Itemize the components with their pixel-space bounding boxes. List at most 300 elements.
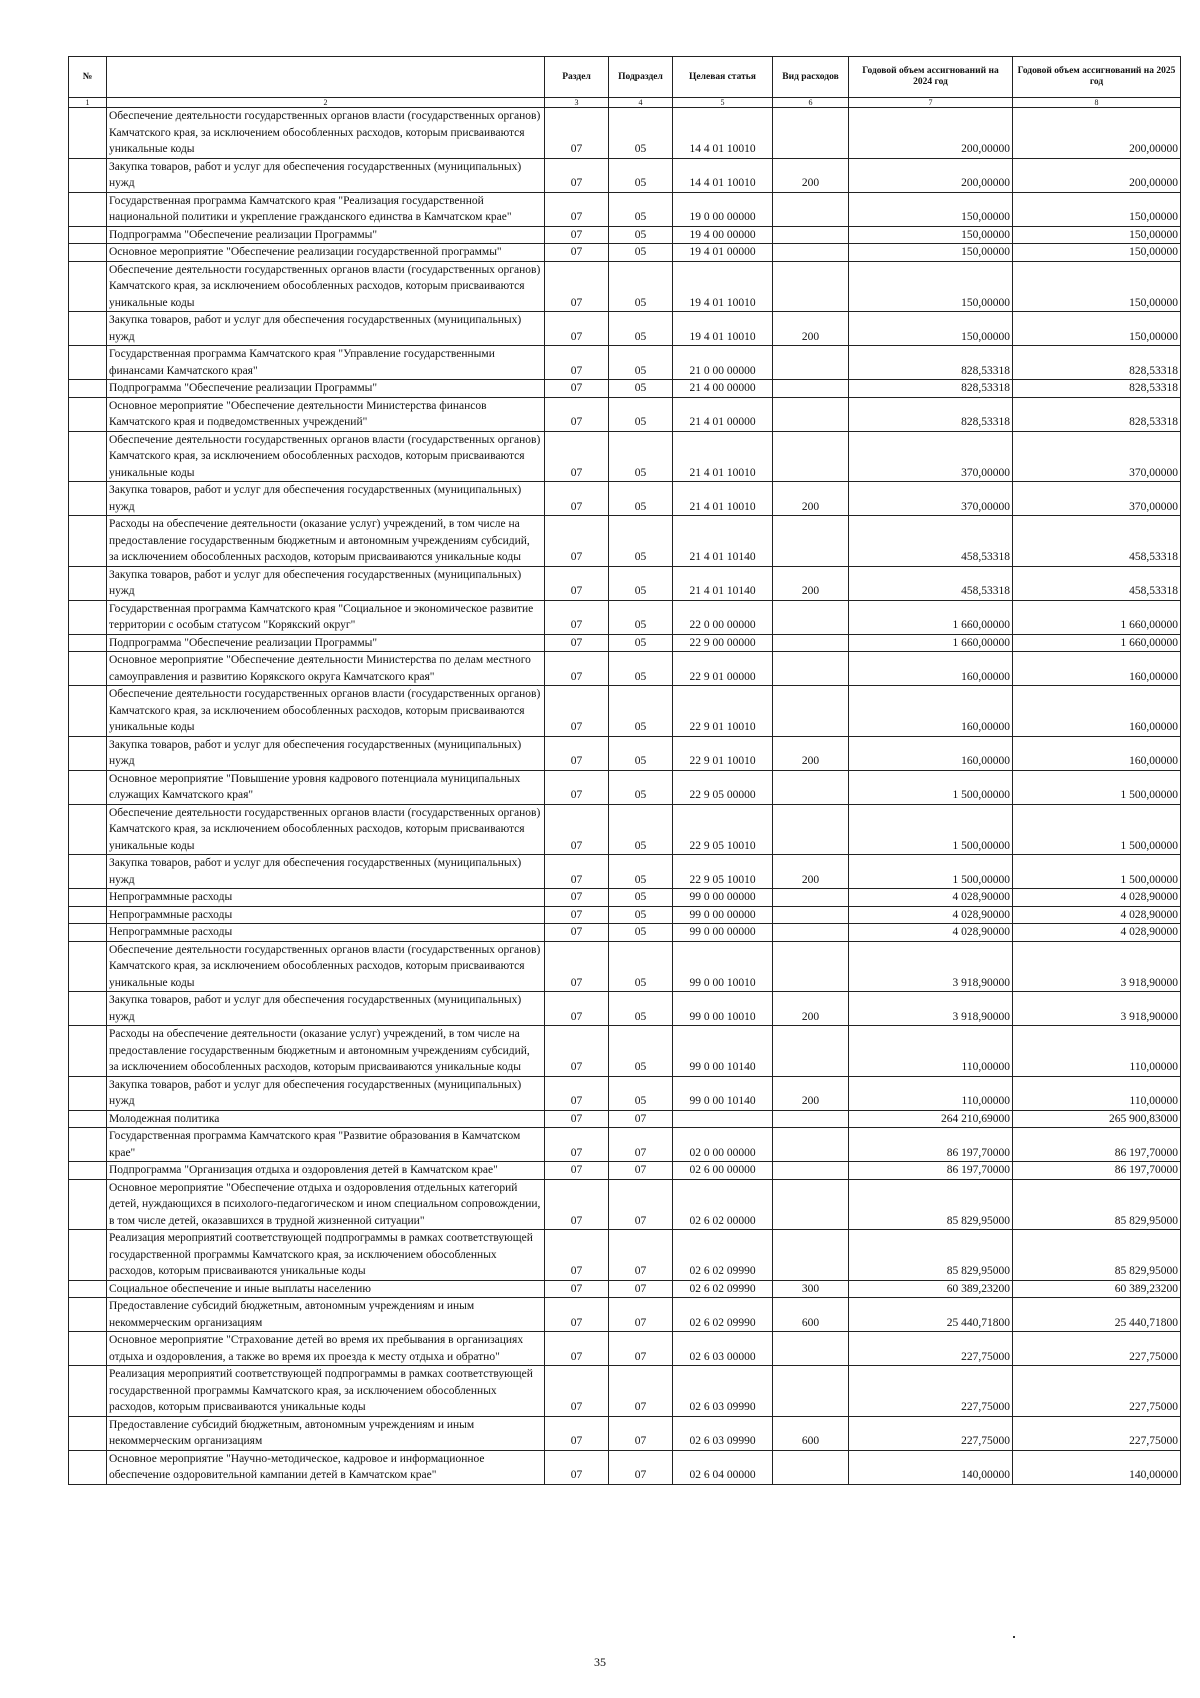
row-num-cell [69, 312, 107, 346]
row-vid-cell [773, 770, 849, 804]
row-target-cell: 14 4 01 10010 [673, 158, 773, 192]
row-y2025-cell: 370,00000 [1013, 431, 1181, 482]
budget-table-body [69, 108, 1181, 1485]
row-podrazdel-cell: 05 [609, 992, 673, 1026]
header-num: № [69, 57, 107, 98]
row-name-cell: Обеспечение деятельности государственных органов власти (государственных органов) Камчатского края, за исключением обособленных расходов, которым присваиваются уникальные коды [107, 941, 545, 992]
row-target-cell: 21 4 01 10010 [673, 482, 773, 516]
row-vid-cell [773, 431, 849, 482]
row-vid-cell: 200 [773, 1076, 849, 1110]
row-razdel-cell: 07 [545, 566, 609, 600]
row-num-cell [69, 855, 107, 889]
col-number: 2 [107, 98, 545, 108]
row-razdel-cell: 07 [545, 482, 609, 516]
row-name-cell: Подпрограмма "Обеспечение реализации Программы" [107, 634, 545, 652]
row-y2025-cell: 150,00000 [1013, 226, 1181, 244]
row-podrazdel-cell: 05 [609, 906, 673, 924]
row-razdel-cell: 07 [545, 261, 609, 312]
row-y2024-cell: 86 197,70000 [849, 1162, 1013, 1180]
table-row [69, 431, 1181, 482]
row-num-cell [69, 192, 107, 226]
row-razdel-cell: 07 [545, 431, 609, 482]
row-name-cell: Основное мероприятие "Обеспечение реализации государственной программы" [107, 244, 545, 262]
row-name-cell: Обеспечение деятельности государственных органов власти (государственных органов) Камчатского края, за исключением обособленных расходов, которым присваиваются уникальные коды [107, 431, 545, 482]
row-podrazdel-cell: 05 [609, 1026, 673, 1077]
row-y2025-cell: 3 918,90000 [1013, 941, 1181, 992]
row-y2025-cell: 227,75000 [1013, 1332, 1181, 1366]
row-target-cell: 22 9 05 10010 [673, 804, 773, 855]
row-podrazdel-cell: 05 [609, 736, 673, 770]
table-row [69, 1128, 1181, 1162]
row-razdel-cell: 07 [545, 1162, 609, 1180]
row-y2024-cell: 150,00000 [849, 261, 1013, 312]
row-razdel-cell: 07 [545, 1280, 609, 1298]
row-target-cell: 02 6 02 09990 [673, 1280, 773, 1298]
table-row [69, 1366, 1181, 1417]
row-podrazdel-cell: 05 [609, 158, 673, 192]
row-target-cell: 21 4 01 10140 [673, 566, 773, 600]
row-vid-cell [773, 652, 849, 686]
row-razdel-cell: 07 [545, 1416, 609, 1450]
row-podrazdel-cell: 07 [609, 1332, 673, 1366]
table-row [69, 482, 1181, 516]
row-vid-cell [773, 108, 849, 159]
table-row [69, 1076, 1181, 1110]
row-name-cell: Закупка товаров, работ и услуг для обеспечения государственных (муниципальных) нужд [107, 992, 545, 1026]
row-vid-cell [773, 924, 849, 942]
row-target-cell: 22 0 00 00000 [673, 600, 773, 634]
row-razdel-cell: 07 [545, 924, 609, 942]
col-number: 3 [545, 98, 609, 108]
row-target-cell: 02 6 00 00000 [673, 1162, 773, 1180]
row-podrazdel-cell: 05 [609, 482, 673, 516]
row-target-cell: 21 4 01 00000 [673, 397, 773, 431]
row-name-cell: Предоставление субсидий бюджетным, автономным учреждениям и иным некоммерческим организациям [107, 1416, 545, 1450]
row-razdel-cell: 07 [545, 397, 609, 431]
row-vid-cell: 200 [773, 312, 849, 346]
table-row [69, 1280, 1181, 1298]
row-num-cell [69, 804, 107, 855]
row-y2024-cell: 1 500,00000 [849, 804, 1013, 855]
row-vid-cell [773, 380, 849, 398]
row-num-cell [69, 346, 107, 380]
row-y2024-cell: 160,00000 [849, 652, 1013, 686]
row-target-cell: 21 4 01 10140 [673, 516, 773, 567]
row-target-cell: 22 9 01 10010 [673, 686, 773, 737]
row-razdel-cell: 07 [545, 1298, 609, 1332]
budget-table-sheet [68, 56, 1180, 1485]
row-target-cell: 19 4 01 10010 [673, 261, 773, 312]
row-y2024-cell: 140,00000 [849, 1450, 1013, 1484]
row-y2024-cell: 200,00000 [849, 108, 1013, 159]
row-vid-cell [773, 1110, 849, 1128]
row-podrazdel-cell: 07 [609, 1366, 673, 1417]
row-y2024-cell: 1 660,00000 [849, 600, 1013, 634]
row-target-cell: 99 0 00 00000 [673, 924, 773, 942]
row-name-cell: Расходы на обеспечение деятельности (оказание услуг) учреждений, в том числе на предоставление государственным бюджетным и автономным учреждениям субсидий, за исключением обособленных расходов, которым присваиваются уникальные коды [107, 516, 545, 567]
row-y2024-cell: 85 829,95000 [849, 1179, 1013, 1230]
row-y2024-cell: 1 500,00000 [849, 855, 1013, 889]
row-target-cell: 14 4 01 10010 [673, 108, 773, 159]
row-vid-cell [773, 1162, 849, 1180]
row-podrazdel-cell: 07 [609, 1416, 673, 1450]
row-podrazdel-cell: 05 [609, 312, 673, 346]
row-razdel-cell: 07 [545, 600, 609, 634]
row-y2025-cell: 1 500,00000 [1013, 770, 1181, 804]
row-name-cell: Закупка товаров, работ и услуг для обеспечения государственных (муниципальных) нужд [107, 158, 545, 192]
row-y2025-cell: 227,75000 [1013, 1416, 1181, 1450]
row-podrazdel-cell: 07 [609, 1110, 673, 1128]
row-num-cell [69, 1280, 107, 1298]
row-name-cell: Закупка товаров, работ и услуг для обеспечения государственных (муниципальных) нужд [107, 1076, 545, 1110]
row-name-cell: Основное мероприятие "Повышение уровня кадрового потенциала муниципальных служащих Камчатского края" [107, 770, 545, 804]
row-vid-cell [773, 1366, 849, 1417]
table-row [69, 516, 1181, 567]
table-row [69, 158, 1181, 192]
table-row [69, 192, 1181, 226]
row-name-cell: Подпрограмма "Обеспечение реализации Программы" [107, 226, 545, 244]
row-razdel-cell: 07 [545, 158, 609, 192]
row-num-cell [69, 1332, 107, 1366]
row-vid-cell [773, 889, 849, 907]
row-y2025-cell: 25 440,71800 [1013, 1298, 1181, 1332]
header-podrazdel: Подраздел [609, 57, 673, 98]
table-row [69, 1450, 1181, 1484]
row-razdel-cell: 07 [545, 855, 609, 889]
row-name-cell: Непрограммные расходы [107, 889, 545, 907]
table-row [69, 600, 1181, 634]
row-y2024-cell: 370,00000 [849, 431, 1013, 482]
row-y2024-cell: 3 918,90000 [849, 941, 1013, 992]
row-vid-cell [773, 226, 849, 244]
row-vid-cell: 200 [773, 482, 849, 516]
row-vid-cell [773, 516, 849, 567]
row-y2024-cell: 85 829,95000 [849, 1230, 1013, 1281]
header-row [69, 57, 1181, 98]
row-podrazdel-cell: 07 [609, 1298, 673, 1332]
row-vid-cell [773, 1332, 849, 1366]
row-vid-cell [773, 804, 849, 855]
table-row [69, 652, 1181, 686]
row-y2025-cell: 458,53318 [1013, 566, 1181, 600]
table-row [69, 1298, 1181, 1332]
row-y2024-cell: 458,53318 [849, 566, 1013, 600]
row-y2025-cell: 1 660,00000 [1013, 634, 1181, 652]
row-vid-cell: 200 [773, 158, 849, 192]
row-vid-cell [773, 192, 849, 226]
row-y2025-cell: 150,00000 [1013, 192, 1181, 226]
row-y2024-cell: 1 500,00000 [849, 770, 1013, 804]
row-num-cell [69, 1076, 107, 1110]
row-num-cell [69, 108, 107, 159]
row-razdel-cell: 07 [545, 1179, 609, 1230]
row-razdel-cell: 07 [545, 1366, 609, 1417]
table-row [69, 1332, 1181, 1366]
row-y2024-cell: 160,00000 [849, 736, 1013, 770]
row-y2025-cell: 86 197,70000 [1013, 1128, 1181, 1162]
row-num-cell [69, 226, 107, 244]
row-razdel-cell: 07 [545, 634, 609, 652]
row-y2024-cell: 458,53318 [849, 516, 1013, 567]
row-num-cell [69, 992, 107, 1026]
row-razdel-cell: 07 [545, 941, 609, 992]
row-target-cell: 21 0 00 00000 [673, 346, 773, 380]
row-podrazdel-cell: 05 [609, 244, 673, 262]
row-vid-cell [773, 941, 849, 992]
row-y2024-cell: 227,75000 [849, 1366, 1013, 1417]
col-number: 5 [673, 98, 773, 108]
row-podrazdel-cell: 05 [609, 686, 673, 737]
row-y2024-cell: 1 660,00000 [849, 634, 1013, 652]
row-name-cell: Реализация мероприятий соответствующей подпрограммы в рамках соответствующей государственной программы Камчатского края, за исключением обособленных расходов, которым присваиваются уникальные коды [107, 1230, 545, 1281]
row-target-cell: 02 6 03 09990 [673, 1416, 773, 1450]
row-y2025-cell: 4 028,90000 [1013, 906, 1181, 924]
row-num-cell [69, 158, 107, 192]
row-vid-cell: 200 [773, 736, 849, 770]
row-y2025-cell: 227,75000 [1013, 1366, 1181, 1417]
row-name-cell: Молодежная политика [107, 1110, 545, 1128]
row-y2025-cell: 265 900,83000 [1013, 1110, 1181, 1128]
row-razdel-cell: 07 [545, 686, 609, 737]
row-y2024-cell: 110,00000 [849, 1076, 1013, 1110]
row-name-cell: Расходы на обеспечение деятельности (оказание услуг) учреждений, в том числе на предоставление государственным бюджетным и автономным учреждениям субсидий, за исключением обособленных расходов, которым присваиваются уникальные коды [107, 1026, 545, 1077]
row-y2025-cell: 200,00000 [1013, 108, 1181, 159]
table-row [69, 312, 1181, 346]
row-name-cell: Непрограммные расходы [107, 924, 545, 942]
row-num-cell [69, 1230, 107, 1281]
row-razdel-cell: 07 [545, 804, 609, 855]
row-y2024-cell: 86 197,70000 [849, 1128, 1013, 1162]
row-vid-cell: 600 [773, 1416, 849, 1450]
row-num-cell [69, 686, 107, 737]
col-number: 1 [69, 98, 107, 108]
row-name-cell: Подпрограмма "Обеспечение реализации Программы" [107, 380, 545, 398]
row-target-cell: 99 0 00 10140 [673, 1076, 773, 1110]
row-y2024-cell: 25 440,71800 [849, 1298, 1013, 1332]
table-row [69, 1416, 1181, 1450]
row-name-cell: Закупка товаров, работ и услуг для обеспечения государственных (муниципальных) нужд [107, 312, 545, 346]
row-name-cell: Основное мероприятие "Научно-методическое, кадровое и информационное обеспечение оздоровительной кампании детей в Камчатском крае" [107, 1450, 545, 1484]
row-podrazdel-cell: 07 [609, 1230, 673, 1281]
row-podrazdel-cell: 07 [609, 1162, 673, 1180]
row-num-cell [69, 889, 107, 907]
row-num-cell [69, 1128, 107, 1162]
row-y2025-cell: 150,00000 [1013, 244, 1181, 262]
row-podrazdel-cell: 05 [609, 380, 673, 398]
row-y2025-cell: 828,53318 [1013, 346, 1181, 380]
row-razdel-cell: 07 [545, 312, 609, 346]
table-row [69, 686, 1181, 737]
page-number: 35 [594, 1655, 606, 1669]
row-target-cell: 19 4 01 10010 [673, 312, 773, 346]
row-target-cell: 22 9 05 00000 [673, 770, 773, 804]
row-num-cell [69, 941, 107, 992]
row-vid-cell [773, 634, 849, 652]
row-podrazdel-cell: 05 [609, 397, 673, 431]
row-num-cell [69, 600, 107, 634]
row-y2024-cell: 828,53318 [849, 346, 1013, 380]
row-y2024-cell: 828,53318 [849, 397, 1013, 431]
row-name-cell: Закупка товаров, работ и услуг для обеспечения государственных (муниципальных) нужд [107, 855, 545, 889]
row-target-cell: 22 9 00 00000 [673, 634, 773, 652]
row-vid-cell [773, 906, 849, 924]
row-podrazdel-cell: 07 [609, 1179, 673, 1230]
row-vid-cell [773, 600, 849, 634]
row-num-cell [69, 1298, 107, 1332]
row-name-cell: Основное мероприятие "Обеспечение деятельности Министерства финансов Камчатского края и подведомственных учреждений" [107, 397, 545, 431]
row-y2024-cell: 150,00000 [849, 312, 1013, 346]
table-row [69, 992, 1181, 1026]
row-podrazdel-cell: 05 [609, 566, 673, 600]
row-y2025-cell: 370,00000 [1013, 482, 1181, 516]
table-row [69, 226, 1181, 244]
row-y2025-cell: 160,00000 [1013, 736, 1181, 770]
row-y2024-cell: 150,00000 [849, 226, 1013, 244]
row-razdel-cell: 07 [545, 992, 609, 1026]
row-target-cell: 02 6 02 00000 [673, 1179, 773, 1230]
row-podrazdel-cell: 05 [609, 108, 673, 159]
row-y2025-cell: 150,00000 [1013, 261, 1181, 312]
row-name-cell: Предоставление субсидий бюджетным, автономным учреждениям и иным некоммерческим организациям [107, 1298, 545, 1332]
row-name-cell: Закупка товаров, работ и услуг для обеспечения государственных (муниципальных) нужд [107, 736, 545, 770]
table-row [69, 566, 1181, 600]
row-podrazdel-cell: 05 [609, 226, 673, 244]
row-name-cell: Обеспечение деятельности государственных органов власти (государственных органов) Камчатского края, за исключением обособленных расходов, которым присваиваются уникальные коды [107, 108, 545, 159]
row-y2025-cell: 86 197,70000 [1013, 1162, 1181, 1180]
row-y2024-cell: 227,75000 [849, 1416, 1013, 1450]
row-y2025-cell: 140,00000 [1013, 1450, 1181, 1484]
row-num-cell [69, 634, 107, 652]
col-number: 7 [849, 98, 1013, 108]
row-num-cell [69, 1162, 107, 1180]
header-target: Целевая статья [673, 57, 773, 98]
row-y2024-cell: 4 028,90000 [849, 889, 1013, 907]
row-y2024-cell: 370,00000 [849, 482, 1013, 516]
row-podrazdel-cell: 05 [609, 652, 673, 686]
row-num-cell [69, 652, 107, 686]
table-row [69, 346, 1181, 380]
row-podrazdel-cell: 05 [609, 192, 673, 226]
row-num-cell [69, 261, 107, 312]
table-row [69, 380, 1181, 398]
row-name-cell: Подпрограмма "Организация отдыха и оздоровления детей в Камчатском крае" [107, 1162, 545, 1180]
row-target-cell: 02 0 00 00000 [673, 1128, 773, 1162]
row-y2025-cell: 1 500,00000 [1013, 804, 1181, 855]
row-podrazdel-cell: 05 [609, 855, 673, 889]
row-razdel-cell: 07 [545, 889, 609, 907]
table-row [69, 1110, 1181, 1128]
row-vid-cell [773, 1230, 849, 1281]
budget-table [68, 56, 1181, 1485]
row-y2024-cell: 264 210,69000 [849, 1110, 1013, 1128]
table-row [69, 1026, 1181, 1077]
row-name-cell: Закупка товаров, работ и услуг для обеспечения государственных (муниципальных) нужд [107, 566, 545, 600]
row-num-cell [69, 906, 107, 924]
row-target-cell: 99 0 00 00000 [673, 889, 773, 907]
row-y2025-cell: 160,00000 [1013, 652, 1181, 686]
row-name-cell: Основное мероприятие "Обеспечение отдыха и оздоровления отдельных категорий детей, нуждающихся в психолого-педагогическом и ином специальном сопровождении, в том числе детей, оказавшихся в трудной жизненной ситуации" [107, 1179, 545, 1230]
row-num-cell [69, 244, 107, 262]
row-razdel-cell: 07 [545, 1128, 609, 1162]
row-podrazdel-cell: 05 [609, 770, 673, 804]
row-razdel-cell: 07 [545, 1110, 609, 1128]
table-row [69, 397, 1181, 431]
row-target-cell [673, 1110, 773, 1128]
row-target-cell: 02 6 03 00000 [673, 1332, 773, 1366]
row-podrazdel-cell: 05 [609, 924, 673, 942]
row-target-cell: 02 6 03 09990 [673, 1366, 773, 1417]
row-y2024-cell: 110,00000 [849, 1026, 1013, 1077]
row-name-cell: Основное мероприятие "Обеспечение деятельности Министерства по делам местного самоуправления и развитию Корякского округа Камчатского края" [107, 652, 545, 686]
row-name-cell: Обеспечение деятельности государственных органов власти (государственных органов) Камчатского края, за исключением обособленных расходов, которым присваиваются уникальные коды [107, 804, 545, 855]
row-podrazdel-cell: 05 [609, 261, 673, 312]
row-razdel-cell: 07 [545, 906, 609, 924]
row-y2024-cell: 3 918,90000 [849, 992, 1013, 1026]
table-row [69, 889, 1181, 907]
row-y2025-cell: 85 829,95000 [1013, 1179, 1181, 1230]
row-target-cell: 02 6 02 09990 [673, 1230, 773, 1281]
row-podrazdel-cell: 07 [609, 1280, 673, 1298]
row-razdel-cell: 07 [545, 770, 609, 804]
row-num-cell [69, 380, 107, 398]
row-podrazdel-cell: 05 [609, 889, 673, 907]
col-number: 4 [609, 98, 673, 108]
row-target-cell: 02 6 04 00000 [673, 1450, 773, 1484]
row-podrazdel-cell: 05 [609, 600, 673, 634]
row-razdel-cell: 07 [545, 736, 609, 770]
row-y2024-cell: 4 028,90000 [849, 924, 1013, 942]
table-row [69, 634, 1181, 652]
table-row [69, 906, 1181, 924]
table-row [69, 855, 1181, 889]
row-vid-cell [773, 1128, 849, 1162]
table-row [69, 244, 1181, 262]
row-target-cell: 99 0 00 10010 [673, 992, 773, 1026]
row-podrazdel-cell: 05 [609, 941, 673, 992]
row-podrazdel-cell: 05 [609, 634, 673, 652]
row-num-cell [69, 736, 107, 770]
row-razdel-cell: 07 [545, 244, 609, 262]
row-vid-cell [773, 1179, 849, 1230]
row-y2025-cell: 828,53318 [1013, 380, 1181, 398]
header-y2025: Годовой объем ассигнований на 2025 год [1013, 57, 1181, 98]
table-row [69, 108, 1181, 159]
row-target-cell: 19 4 00 00000 [673, 226, 773, 244]
row-y2025-cell: 160,00000 [1013, 686, 1181, 737]
row-name-cell: Государственная программа Камчатского края "Реализация государственной национальной политики и укрепление гражданского единства в Камчатском крае" [107, 192, 545, 226]
row-podrazdel-cell: 07 [609, 1128, 673, 1162]
row-y2024-cell: 200,00000 [849, 158, 1013, 192]
row-podrazdel-cell: 07 [609, 1450, 673, 1484]
row-razdel-cell: 07 [545, 108, 609, 159]
row-y2024-cell: 150,00000 [849, 192, 1013, 226]
row-name-cell: Обеспечение деятельности государственных органов власти (государственных органов) Камчатского края, за исключением обособленных расходов, которым присваиваются уникальные коды [107, 686, 545, 737]
row-num-cell [69, 1366, 107, 1417]
row-y2024-cell: 60 389,23200 [849, 1280, 1013, 1298]
row-name-cell: Государственная программа Камчатского края "Управление государственными финансами Камчатского края" [107, 346, 545, 380]
row-y2025-cell: 4 028,90000 [1013, 889, 1181, 907]
row-num-cell [69, 1026, 107, 1077]
row-razdel-cell: 07 [545, 1450, 609, 1484]
row-num-cell [69, 1179, 107, 1230]
row-num-cell [69, 566, 107, 600]
header-y2024: Годовой объем ассигнований на 2024 год [849, 57, 1013, 98]
header-name [107, 57, 545, 98]
row-vid-cell [773, 397, 849, 431]
row-y2025-cell: 85 829,95000 [1013, 1230, 1181, 1281]
row-podrazdel-cell: 05 [609, 516, 673, 567]
row-vid-cell [773, 1026, 849, 1077]
